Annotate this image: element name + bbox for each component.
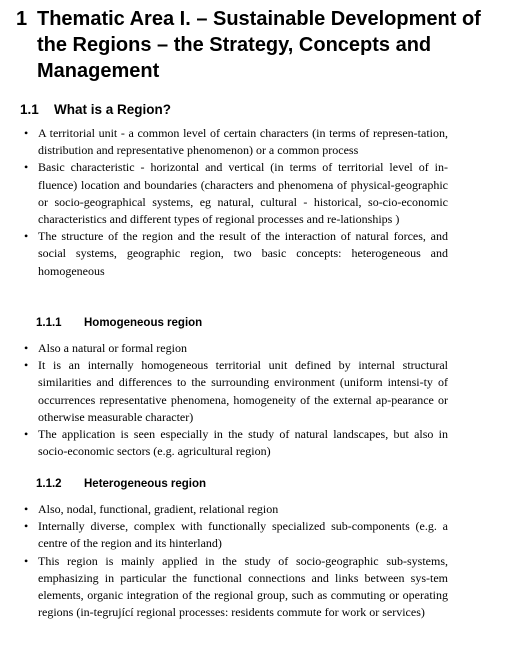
subsection-title: Heterogeneous region [84,478,207,490]
bullet-icon: • [24,553,29,568]
list-item: • It is an internally homogeneous territorial unit defined by internal structural similarities and differences to the surrounding environment (uniform intensi-ty of occurrences representative phenomena, homogeneity of the external ap-pearance or otherwise measurable character) [24,358,448,424]
subsection-heading-homogeneous [36,315,202,331]
subsection-title: Homogeneous region [84,317,203,329]
section-number: 1.1 [20,102,39,117]
chapter-heading [16,6,496,84]
subsection-number: 1.1.2 [36,478,62,490]
list-item: • The application is seen especially in the study of natural landscapes, but also in socio-economic sectors (e.g. agricultural region) [24,427,448,459]
subsection-number: 1.1.1 [36,317,62,329]
bullet-icon: • [24,358,29,373]
bullet-icon: • [24,502,29,516]
list-item: • The structure of the region and the result of the interaction of natural forces, and social systems, geographic region, two basic concepts: heterogeneous and homogeneous [24,229,448,278]
list-item: • A territorial unit - a common level of certain characters (in terms of represen-tation, distribution and representative phenomenon) or a common process [24,126,448,158]
bullet-icon: • [24,341,29,355]
list-item: • This region is mainly applied in the study of socio-geographic sub-systems, emphasizing in particular the functional connections and links between sys-tem elements, organic integration of the regional group, such as commuting or operating regions (in-tegrující regional processes: residents commute for work or services) [24,553,448,620]
chapter-number: 1 [16,8,28,30]
list-item: • Basic characteristic - horizontal and vertical (in terms of territorial level of in-fluence) location and boundaries (characters and phenomena of physical-geographic or socio-geographical systems, eg natural, cultural - historical, so-cio-economic characteristics and different types of regional processes and re-lationships ) [24,160,448,227]
section-title: What is a Region? [54,102,172,117]
heterogeneous-bullet-list [22,501,448,621]
list-item: • Also, nodal, functional, gradient, relational region [22,501,448,518]
bullet-icon: • [24,126,29,140]
subsection-heading-heterogeneous [36,476,206,492]
bullet-icon: • [24,427,29,442]
list-item: • Internally diverse, complex with functionally specialized sub-components (e.g. a centre of the region and its hinterland) [24,519,448,551]
bullet-icon: • [24,519,29,534]
region-bullet-list [22,125,448,280]
section-heading [20,101,171,119]
homogeneous-bullet-list [22,340,448,460]
bullet-icon: • [24,160,29,175]
chapter-title: Thematic Area I. – Sustainable Development of the Regions – the Strategy, Concepts and Management [37,8,481,82]
list-item: • Also a natural or formal region [22,340,448,357]
bullet-icon: • [24,229,29,244]
